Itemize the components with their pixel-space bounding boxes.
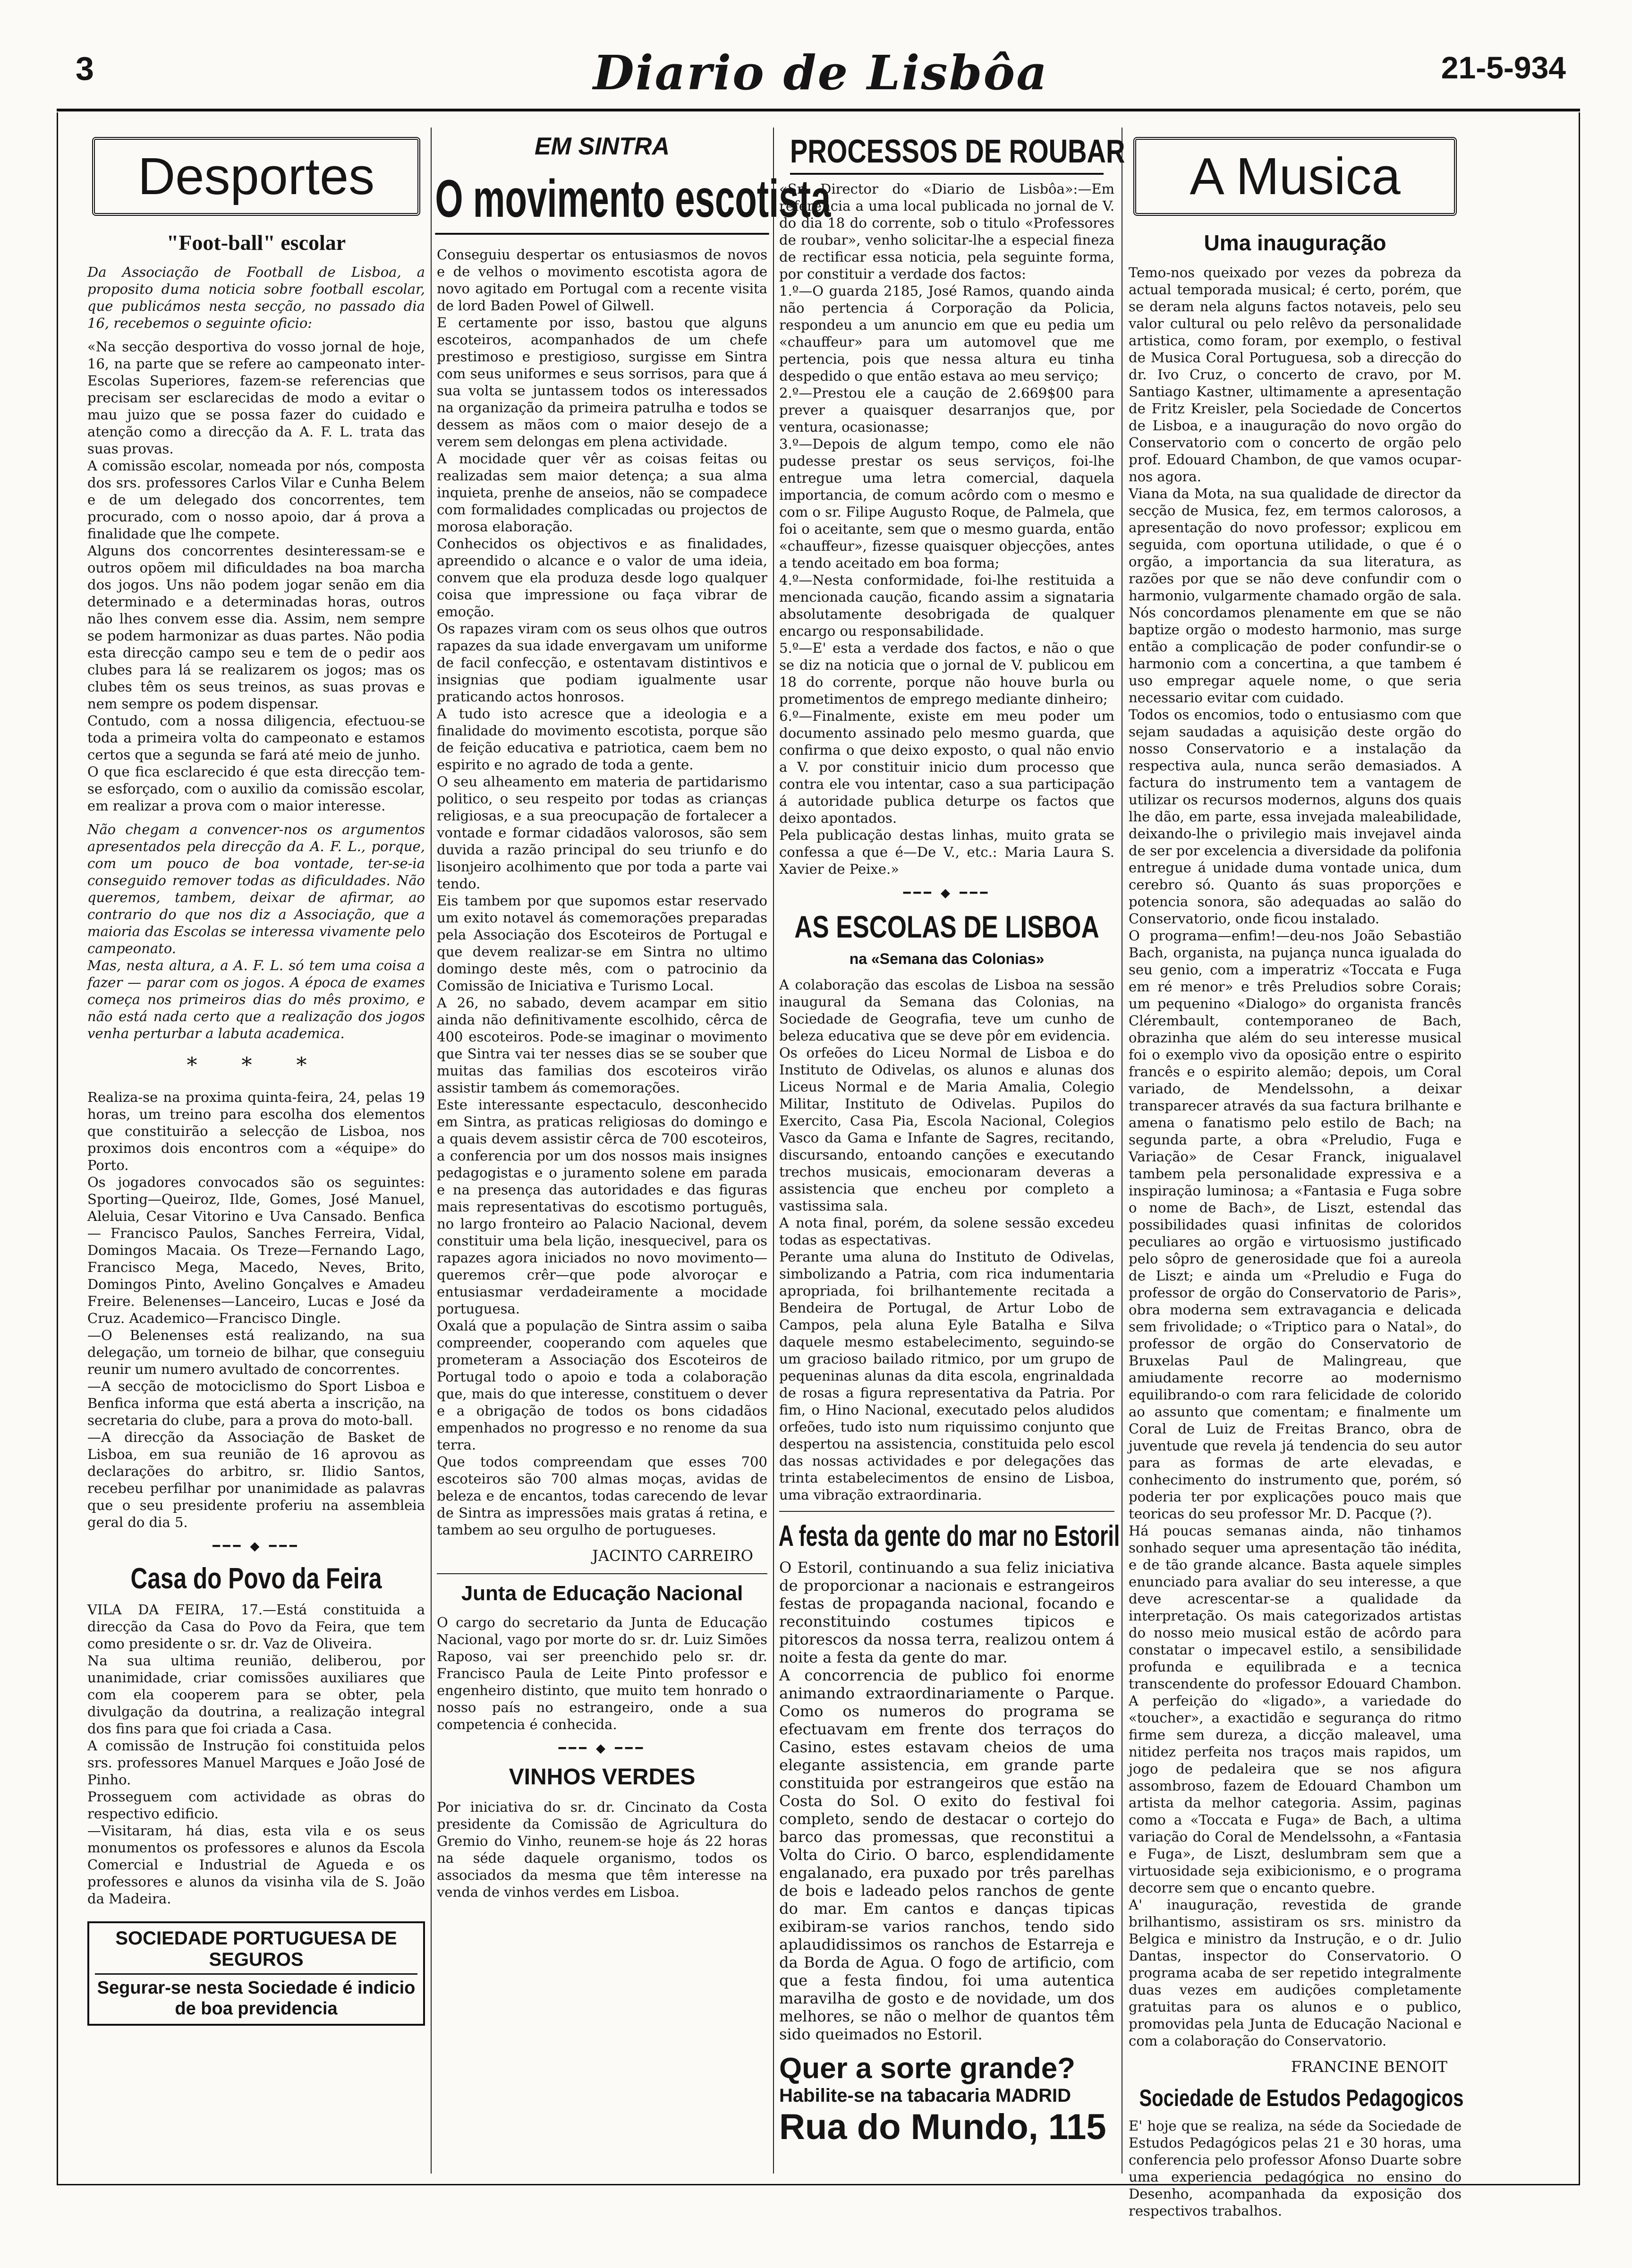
paragraph: O seu alheamento em materia de partidarismo politico, o seu respeito por todas as crianças religiosas, e a sua preocupação de fortalecer a vontade e formar cidadãos valorosos, são sem duvida a razão principal do seu triunfo e do lisonjeiro acolhimento que por toda a parte vai tendo. [437, 774, 767, 892]
paragraph: —O Belenenses está realizando, na sua delegação, um torneio de bilhar, que conseguiu reunir um numero avultado de concorrentes. [87, 1327, 425, 1377]
paragraph: Por iniciativa do sr. dr. Cincinato da Costa presidente da Comissão de Agricultura do Gremio do Vinho, reunem-se hoje ás 22 horas na séde daquele organismo, todos os associados da mesma que têm interesse na venda de vinhos verdes em Lisboa. [437, 1799, 767, 1900]
column-divider [773, 128, 774, 2174]
article-title: VINHOS VERDES [509, 1765, 696, 1790]
paragraph: Pela publicação destas linhas, muito grata se confessa a que é—De V., etc.: Maria Laura S. Xavier de Peixe.» [779, 827, 1114, 877]
paragraph: Contudo, com a nossa diligencia, efectuou-se toda a primeira volta do campeonato e estamos certos que a segunda se fará até meio de junho. [87, 713, 425, 763]
paragraph: VILA DA FEIRA, 17.—Está constituida a direcção da Casa do Povo da Feira, que tem como presidente o sr. dr. Vaz de Oliveira. [87, 1602, 425, 1652]
paragraph: Os orfeões do Liceu Normal de Lisboa e do Instituto de Odivelas, os alunos e alunas dos Liceus Normal e de Maria Amalia, Colegio Militar, Instituto de Odivelas. Pupilos do Exercito, Casa Pia, Escola Nacional, Colegios Vasco da Gama e Infante de Sagres, recitando, discursando, entoando canções e executando trechos musicais, emocionaram deveras a assistencia que encheu por completo a vastissima sala. [779, 1045, 1114, 1214]
paragraph: Conseguiu despertar os entusiasmos de novos e de velhos o movimento escotista agora de novo agitado em Portugal com a recente visita de lord Baden Powel of Gilwell. [437, 247, 767, 314]
paragraph: Prosseguem com actividade as obras do respectivo edificio. [87, 1789, 425, 1822]
ad-title: SOCIEDADE PORTUGUESA DE SEGUROS [95, 1928, 417, 1975]
paragraph: A' inauguração, revestida de grande brilhantismo, assistiram os srs. ministro da Belgica e ministro da Instrução, e o dr. Julio Dantas, inspector do Conservatorio. O programa acaba de ser repetido integralmente duas vezes em audições completamente gratuitas para os alunos e o publico, promovidas pela Junta de Educação Nacional e com a colaboração do Conservatorio. [1129, 1897, 1462, 2049]
lottery-advertisement [779, 2052, 1114, 2148]
paragraph: —A secção de motociclismo do Sport Lisboa e Benfica informa que está aberta a inscrição, na secretaria do clube, para a prova do moto-ball. [87, 1378, 425, 1428]
paragraph: O Estoril, continuando a sua feliz iniciativa de proporcionar a nacionais e estrangeiros festas de propaganda nacional, focando e reconstituindo costumes tipicos e pitorescos da nossa terra, realizou ontem á noite a festa da gente do mar. [779, 1559, 1114, 1666]
column-sports [87, 128, 425, 2174]
paragraph: A mocidade quer vêr as coisas feitas ou realizadas sem maior detença; a sua alma inquieta, prenhe de anseios, não se compadece com formalidades complicadas ou projectos de morosa elaboração. [437, 451, 767, 535]
header-rule [57, 109, 1580, 111]
paragraph: A colaboração das escolas de Lisboa na sessão inaugural da Semana das Colonias, na Sociedade de Geografia, teve um cunho de beleza educativa que se deve pôr em evidencia. [779, 977, 1114, 1044]
paragraph: Alguns dos concorrentes desinteressam-se e outros opõem mil dificuldades na boa marcha dos jogos. Uns não podem jogar senão em dia determinado e a determinadas horas, outros não lhes convem esse dia. Assim, nem sempre se podem harmonizar as duas partes. Não podia esta direcção campo seu e tem de o pedir aos clubes para lá se realizarem os jogos; mas os clubes têm os seus treinos, as suas provas e nem sempre os podem dispensar. [87, 543, 425, 712]
article-subtitle: na «Semana das Colonias» [849, 950, 1045, 967]
article-title: Junta de Educação Nacional [461, 1582, 743, 1605]
paragraph: A concorrencia de publico foi enorme animando extraordinariamente o Parque. Como os numeros do programa se efectuavam em frente dos terraços do Casino, estes estavam cheios de uma elegante assistencia, em grande parte constituida por estrangeiros que estão na Costa do Sol. O exito do festival foi completo, sendo de destacar o cortejo do barco das promessas, que reconstitui a Volta do Cirio. O barco, esplendidamente engalanado, era puxado por três parelhas de bois e ladeado pelos ranchos de gente do mar. Em cantos e danças tipicas exibiram-se varios ranchos, tendo sido aplaudidissimos os ranchos de Estarreja e da Borda de Agua. O fogo de artificio, com que a festa findou, foi uma autentica maravilha de gosto e de novidade, um dos melhores, se não o melhor de quantos têm sido queimados no Estoril. [779, 1666, 1114, 2043]
divider [779, 1511, 1114, 1512]
paragraph: 5.º—E' esta a verdade dos factos, e não o que se diz na noticia que o jornal de V. publicou em 18 do corrente, porque não houve burla ou prometimentos de emprego mediante dinheiro; [779, 640, 1114, 707]
paragraph: Que todos compreendam que esses 700 escoteiros são 700 almas moças, avidas de beleza e de encantos, todas carecendo de levar de Sintra as impressões mais gratas á retina, e tambem ao seu orgulho de portugueses. [437, 1454, 767, 1538]
issue-date: 21-5-934 [1441, 50, 1566, 85]
ad-line: Rua do Mundo, 115 [779, 2107, 1106, 2147]
paragraph: Mas, nesta altura, a A. F. L. só tem uma coisa a fazer — parar com os jogos. A época de exames começa nos primeiros dias do mês proximo, e não está nada certo que a realização dos jogos venha perturbar a labuta academica. [87, 957, 425, 1041]
article-title: A festa da gente do mar no Estoril [778, 1520, 1120, 1552]
paragraph: 2.º—Prestou ele a caução de 2.669$00 para prever a quaisquer desarranjos que, por ventura, ocasionasse; [779, 385, 1114, 435]
paragraph: E' hoje que se realiza, na séde da Sociedade de Estudos Pedagógicos pelas 21 e 30 horas, uma conferencia pelo professor Afonso Duarte sobre uma experiencia pedagógica no ensino do Desenho, acompanhada da exposição dos respectivos trabalhos. [1129, 2118, 1462, 2219]
divider [437, 1573, 767, 1574]
paragraph: A comissão de Instrução foi constituida pelos srs. professores Manuel Marques e João José de Pinho. [87, 1738, 425, 1788]
paragraph: O cargo do secretario da Junta de Educação Nacional, vago por morte do sr. dr. Luiz Simões Raposo, vai ser preenchido pelo sr. dr. Francisco Paula de Leite Pinto professor e engenheiro distinto, que muito tem honrado o nosso país no estrangeiro, onde a sua competencia é conhecida. [437, 1614, 767, 1732]
insurance-advertisement [87, 1921, 425, 2026]
author-signature: JACINTO CARREIRO [592, 1547, 753, 1565]
paragraph: Não chegam a convencer-nos os argumentos apresentados pela direcção da A. F. L., porque, com um pouco de boa vontade, ter-se-ia conseguido remover todas as dificuldades. Não queremos, tambem, deixar de afirmar, ao contrario do que nos diz a Associação, que a maioria das Escolas se interessa vivamente pelo campeonato. [87, 821, 425, 956]
paragraph: Temo-nos queixado por vezes da pobreza da actual temporada musical; é certo, porém, que se deram nela alguns factos notaveis, pelo seu valor cultural ou pelo relêvo da personalidade artistica, como foram, por exemplo, o festival de Musica Coral Portuguesa, sob a direcção do dr. Ivo Cruz, o concerto de cravo, por M. Santiago Kastner, ultimamente a apresentação de Fritz Kreisler, pela Sociedade de Concertos de Lisboa, e a inauguração do novo orgão do Conservatorio com o concerto de orgão pelo prof. Edouard Chambon, de que vamos ocupar-nos agora. [1129, 264, 1462, 485]
paragraph: Eis tambem por que supomos estar reservado um exito notavel ás comemorações preparadas pela Associação dos Escoteiros de Portugal e que devem realizar-se em Sintra no ultimo domingo deste mês, com o patrocinio da Comissão de Iniciativa e Turismo Local. [437, 893, 767, 994]
article-title: PROCESSOS DE ROUBAR [790, 132, 1104, 175]
paragraph: Na sua ultima reunião, deliberou, por unanimidade, criar comissões auxiliares que com ela cooperem para se obter, pela divulgação da doutrina, a realização integral dos fins para que foi criada a Casa. [87, 1653, 425, 1737]
article-kicker: EM SINTRA [535, 133, 670, 160]
ad-line: Habilite-se na tabacaria MADRID [779, 2085, 1071, 2106]
paragraph: 1.º—O guarda 2185, José Ramos, quando ainda não pertencia á Corporação da Policia, respondeu a um anuncio em que eu pedia um «chauffeur» para um automovel que me pertencia, pois que nessa altura eu tinha despedido o que então estava ao meu serviço; [779, 283, 1114, 384]
section-header-desportes: Desportes [92, 137, 420, 216]
paragraph: 3.º—Depois de algum tempo, como ele não pudesse prestar os seus serviços, foi-lhe entregue uma letra comercial, daquela importancia, de comum acôrdo com o mesmo e com o sr. Filipe Augusto Roque, de Palmela, que foi o aceitante, sem que o mesmo guarda, então «chauffeur», fizesse quaisquer objecções, antes a tendo aceitado em boa forma; [779, 436, 1114, 571]
paragraph: E certamente por isso, bastou que alguns escoteiros, acompanhados de um chefe prestimoso e prestigioso, surgisse em Sintra com seus uniformes e seus sorrisos, para que á sua volta se juntassem todos os interessados na organização da primeira patrulha e todos se dessem as mãos com o maior desejo de a verem sem delongas em plena actividade. [437, 315, 767, 450]
paragraph: O que fica esclarecido é que esta direcção tem-se esforçado, com o auxilio da comissão escolar, em realizar a prova com o maior interesse. [87, 764, 425, 814]
column-music [1129, 128, 1464, 2219]
masthead [76, 45, 1566, 102]
paragraph: Os jogadores convocados são os seguintes: Sporting—Queiroz, Ilde, Gomes, José Manuel, Aleluia, Cesar Vitorino e Uva Cansado. Benfica — Francisco Paulos, Sanches Ferreira, Vidal, Domingos Macaia. Os Treze—Fernando Lago, Francisco Mega, Macedo, Neves, Brito, Domingos Pinto, Avelino Gonçalves e Amadeu Freire. Belenenses—Lanceiro, Lucas e José da Cruz. Academico—Francisco Dingle. [87, 1174, 425, 1326]
section-header-musica: A Musica [1133, 137, 1457, 216]
author-signature: FRANCINE BENOIT [1291, 2058, 1447, 2076]
paragraph: Oxalá que a população de Sintra assim o saiba compreender, cooperando com aqueles que prometeram a Associação dos Escoteiros de Portugal todo o apoio e toda a colaboração que, mais do que interesse, constituem o dever e a obrigação de todos os bons cidadãos empenhados no progresso e no renome da sua terra. [437, 1318, 767, 1453]
paragraph: Os rapazes viram com os seus olhos que outros rapazes da sua idade envergavam um uniforme de facil confecção, e ostentavam distintivos e insignias que podiam igualmente usar praticando actos honrosos. [437, 621, 767, 705]
article-title: AS ESCOLAS DE LISBOA [794, 909, 1099, 944]
article-title: Sociedade de Estudos Pedagogicos [1139, 2085, 1464, 2111]
paragraph: —Visitaram, há dias, esta vila e os seus monumentos os professores e alunos da Escola Comercial e Industrial de Agueda e os professores e alunos da visinha vila de S. João da Madeira. [87, 1823, 425, 1907]
paragraph: A comissão escolar, nomeada por nós, composta dos srs. professores Carlos Vilar e Cunha Belem e de um delegado dos concorrentes, tem procurado, com o nosso apoio, dar á prova a finalidade que lhe compete. [87, 458, 425, 542]
page-number: 3 [76, 50, 94, 87]
column-divider [431, 128, 432, 2174]
paragraph: 4.º—Nesta conformidade, foi-lhe restituida a mencionada caução, ficando assim a signataria absolutamente desobrigada de qualquer encargo ou responsabilidade. [779, 572, 1114, 639]
ad-body: Segurar-se nesta Sociedade é indicio de boa previdencia [97, 1978, 416, 2019]
paragraph: A 26, no sabado, devem acampar em sitio ainda não definitivamente escolhido, cêrca de 400 escoteiros. Pode-se imaginar o movimento que Sintra vai ter nesses dias se se souber que muitas das familias dos escoteiros virão assistir tambem ás comemorações. [437, 995, 767, 1096]
column-scouting [435, 128, 831, 2174]
paragraph: O programa—enfim!—deu-nos João Sebastião Bach, organista, na pujança nunca igualada do seu genio, com a imperatriz «Toccata e Fuga em ré menor» e três Preludios sobre Corais; um pequenino «Dialogo» do organista francês Clérembault, contemporaneo de Bach, obrazinha que além do seu interesse musical foi o exemplo vivo da oposição entre o espirito francês e o espirito alemão; depois, um Coral variado, de Mendelssohn, a deixar transparecer através da sua factura brilhante e amena o fanatismo pelo estilo de Bach; na segunda parte, a obra «Preludio, Fuga e Variação» de Cesar Franck, inigualavel tambem pela personalidade expressiva e a inspiração luminosa; a «Fantasia e Fuga sobre o nome de Bach», de Liszt, estendal das possibilidades quasi infinitas de coloridos peculiares ao orgão e virtuosismo justificado pelo sôpro de generosidade que foi a aureola de Liszt; e ainda um «Preludio e Fuga do professor de orgão do Conservatorio de Paris», obra moderna sem extravagancia e delicada sem frivolidade; o «Triptico para o Natal», do professor de orgão do Conservatorio de Bruxelas Paul de Malingreau, que amiudamente recorre ao modernismo equilibrando-o com rara felicidade de colorido ao assunto que comentam; e finalmente um Coral de Luiz de Freitas Branco, obra de juventude que revela já tendencia do seu autor para as formas de arte elevadas, e conhecimento do instrumento que, porém, só poderia ter por explicações pouco mais que teoricas do seu professor Mr. D. Pacque (?). [1129, 928, 1462, 1522]
section-break: * * * [187, 1053, 326, 1077]
paragraph: Realiza-se na proxima quinta-feira, 24, pelas 19 horas, um treino para escolha dos elementos que constituirão a selecção de Lisboa, nos proximos dois encontros com a «équipe» do Porto. [87, 1089, 425, 1173]
article-title: O movimento escotista [435, 168, 769, 235]
paragraph: A nota final, porém, da solene sessão excedeu todas as espectativas. [779, 1215, 1114, 1248]
article-intro: Da Associação de Football de Lisboa, a proposito duma noticia sobre football escolar, que publicámos nesta secção, no passado dia 16, recebemos o seguinte oficio: [87, 264, 425, 331]
paragraph: Perante uma aluna do Instituto de Odivelas, simbolizando a Patria, com rica indumentaria apropriada, foi brilhantemente recitada a Bendeira de Portugal, de Artur Lobo de Campos, pela aluna Eyle Batalha e Silva daquele mesmo estabelecimento, seguindo-se um gracioso bailado ritmico, por um grupo de pequeninas alunas da dita escola, engrinaldada de rosas a figura representativa da Patria. Por fim, o Hino Nacional, executado pelos aludidos orfeões, tudo isto num riquissimo conjunto que despertou na assistencia, constituida pelo escol das nossas actividades e por delegações das trinta estabelecimentos de ensino de Lisboa, uma vibração extraordinaria. [779, 1249, 1114, 1503]
paragraph: —A direcção da Associação de Basket de Lisboa, em sua reunião de 16 aprovou as declarações do arbitro, sr. Ilidio Santos, recebeu perfilhar por unanimidade as palavras que o seu presidente proferiu na assembleia geral do dia 5. [87, 1429, 425, 1530]
paragraph: «Na secção desportiva do vosso jornal de hoje, 16, na parte que se refere ao campeonato inter-Escolas Superiores, fazem-se referencias que precisam ser esclarecidas de modo a evitar o mau juizo que se possa fazer do cuidado e atenção como a direcção da A. F. L. trata das suas provas. [87, 339, 425, 457]
paragraph: Viana da Mota, na sua qualidade de director da secção de Musica, fez, em termos calorosos, a apresentação do novo professor; explicou em seguida, com oportuna utilidade, o que é o orgão, a importancia da sua literatura, as razões por que se não deve confundir com o harmonio, vulgarmente chamado orgão de sala. Nós concordamos plenamente em que se não baptize orgão o modesto harmonio, mas surge então a complicação de poder confundir-se o harmonio com a concertina, a que tambem é uso empregar aquele nome, o que seria necessario evitar com cuidado. [1129, 486, 1462, 706]
paragraph: Conhecidos os objectivos e as finalidades, apreendido o alcance e o valor de uma ideia, convem que ela produza desde logo qualquer coisa que impressione ou faça vibrar de emoção. [437, 536, 767, 620]
paragraph: Todos os encomios, todo o entusiasmo com que sejam saudadas a aquisição deste orgão do nosso Conservatorio e a instalação da respectiva aula, nunca serão demasiados. A factura do instrumento tem a vantagem de utilizar os recursos modernos, alguns dos quais lhe dão, em parte, essa invejada maleabilidade, deixando-lhe o privilegio mais invejavel ainda de ser por excelencia a diversidade da polifonia entregue á unidade duma vontade unica, dum cerebro só. Quanto ás suas proporções e potencia sonora, são adequadas ao salão do Conservatorio, onde ficou instalado. [1129, 707, 1462, 927]
column-news [778, 128, 1125, 2174]
paragraph: Este interessante espectaculo, desconhecido em Sintra, as praticas religiosas do domingo e a quais devem assistir cêrca de 700 escoteiros, a conferencia por um dos nossos mais insignes pedagogistas e o juramento solene em parada e na presença das autoridades e das figuras mais representativas do escotismo português, no largo fronteiro ao Palacio Nacional, devem constituir uma bela lição, inesquecivel, para os rapazes agora iniciados no novo movimento—queremos crêr—que pode alvoroçar e entusiasmar verdadeiramente a mocidade portuguesa. [437, 1097, 767, 1317]
paragraph: Há poucas semanas ainda, não tinhamos sonhado sequer uma apresentação tão inédita, e de tão grande alcance. Basta aquele simples enunciado para avaliar do seu interesse, a que deve acrescentar-se a qualidade da interpretação. Os mais categorizados artistas do nosso meio musical estão de acôrdo para constatar o impecavel estilo, a sensibilidade profunda e equilibrada e a tecnica transcendente do professor Edouard Chambon. A perfeição do «ligado», a variedade do «toucher», a exactidão e segurança do ritmo firme sem dureza, a dicção maleavel, uma nitidez perfeita nos traços mais rapidos, um jogo de pedaleira que se nos afigura assombroso, fazem de Edouard Chambon um artista da melhor categoria. Assim, paginas como a «Toccata e Fuga» de Bach, a ultima variação do Coral de Mendelssohn, a «Fantasia e Fuga», de Liszt, deslumbram sem que a virtuosidade seja exibicionismo, e o programa decorre sem que o encanto quebre. [1129, 1523, 1462, 1896]
paragraph: «Sr. Director do «Diario de Lisbôa»:—Em referencia a uma local publicada no jornal de V. do dia 18 do corrente, sob o titulo «Professores de roubar», venho solicitar-lhe a especial fineza de rectificar essa noticia, pela seguinte forma, por constituir a verdade dos factos: [779, 181, 1114, 282]
article-title: "Foot-ball" escolar [166, 230, 346, 255]
paragraph: 6.º—Finalmente, existe em meu poder um documento assinado pelo mesmo guarda, que confirma o que deixo exposto, o qual não envio a V. por constituir inicio dum processo que contra ele vou intentar, caso a sua participação á autoridade publica deturpe os factos que deixo apontados. [779, 708, 1114, 826]
newspaper-title: Diario de Lisbôa [593, 45, 1049, 101]
ad-line: Quer a sorte grande? [779, 2052, 1076, 2085]
ornament-divider: ━━━ ◆ ━━━ [558, 1741, 646, 1756]
ornament-divider: ━━━ ◆ ━━━ [903, 886, 991, 900]
ornament-divider: ━━━ ◆ ━━━ [212, 1539, 300, 1553]
article-title: Casa do Povo da Feira [130, 1562, 382, 1595]
article-title: Uma inauguração [1204, 230, 1386, 255]
paragraph: A tudo isto acresce que a ideologia e a finalidade do movimento escotista, porque são de feição educativa e patriotica, caem bem no espirito e no agrado de toda a gente. [437, 706, 767, 773]
